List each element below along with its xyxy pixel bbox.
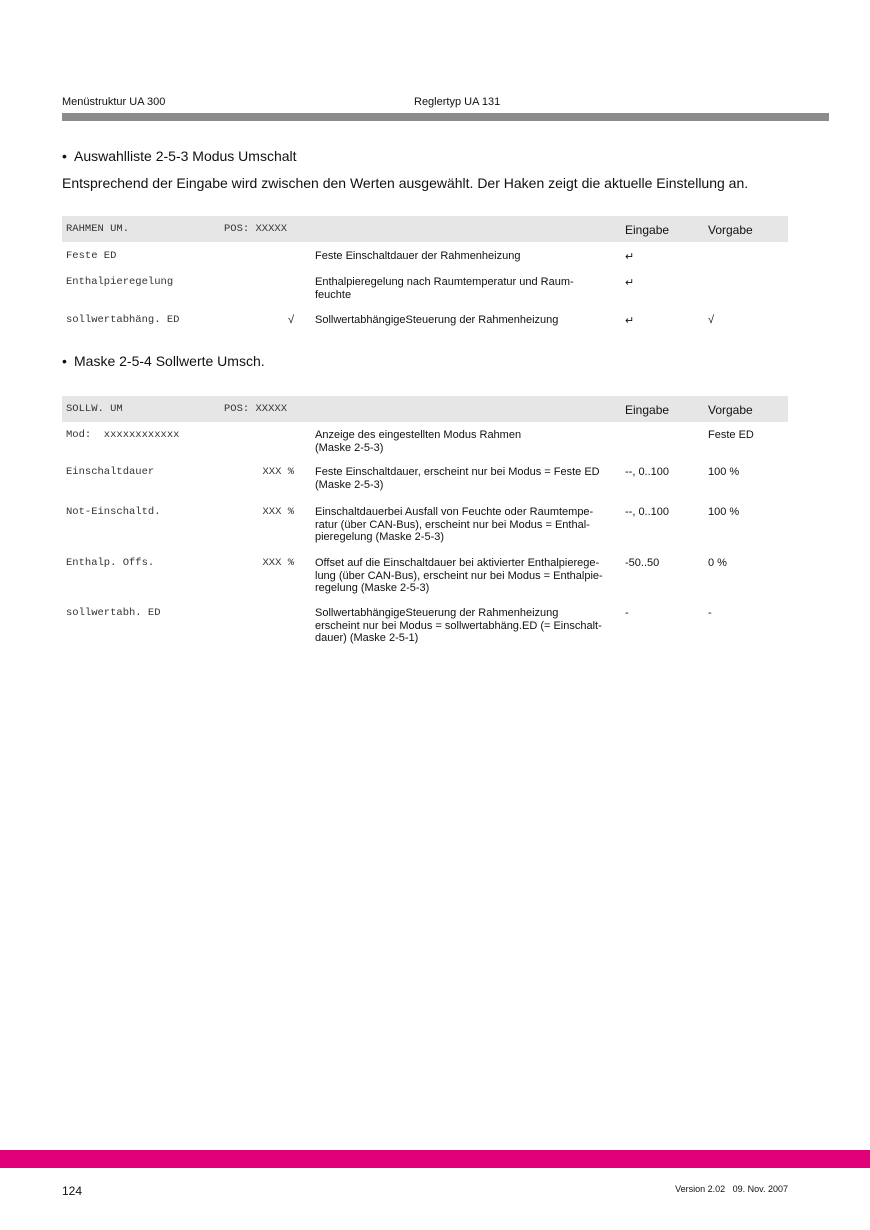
row-name: Not-Einschaltd. bbox=[66, 506, 161, 518]
enter-icon: ↵ bbox=[625, 277, 635, 289]
row-value: XXX % bbox=[262, 557, 294, 569]
column-vorgabe: Vorgabe bbox=[708, 403, 753, 417]
row-description: Feste Einschaltdauer, erscheint nur bei Modus = Feste ED (Maske 2-5-3) bbox=[315, 466, 600, 491]
section2-title: Maske 2-5-4 Sollwerte Umsch. bbox=[74, 353, 265, 369]
table-row bbox=[62, 466, 788, 506]
table-rahmen-um bbox=[62, 216, 788, 334]
row-default: 100 % bbox=[708, 506, 740, 518]
column-eingabe: Eingabe bbox=[625, 223, 670, 237]
row-name: sollwertabh. ED bbox=[66, 607, 161, 619]
row-description: Feste Einschaltdauer der Rahmenheizung bbox=[315, 250, 521, 262]
row-input: - bbox=[625, 607, 629, 619]
row-input: --, 0..100 bbox=[625, 506, 670, 518]
row-default: - bbox=[708, 607, 712, 619]
column-eingabe: Eingabe bbox=[625, 403, 670, 417]
row-description: SollwertabhängigeSteuerung der Rahmenheizung erscheint nur bei Modus = sollwertabhäng.ED (= Einschalt- dauer) (Maske 2-5-1) bbox=[315, 607, 602, 644]
section1-intro: Entsprechend der Eingabe wird zwischen den Werten ausgewählt. Der Haken zeigt die aktuelle Einstellung an. bbox=[62, 175, 749, 191]
row-value: XXX % bbox=[262, 466, 294, 478]
table-row bbox=[62, 250, 788, 276]
table-row bbox=[62, 276, 788, 314]
header-center: Reglertyp UA 131 bbox=[414, 96, 501, 108]
section1-title: Auswahlliste 2-5-3 Modus Umschalt bbox=[74, 148, 297, 164]
row-default: Feste ED bbox=[708, 429, 754, 441]
row-description: Enthalpieregelung nach Raumtemperatur und Raum- feuchte bbox=[315, 276, 574, 301]
table-row bbox=[62, 429, 788, 466]
table-title: SOLLW. UM bbox=[66, 403, 123, 415]
enter-icon: ↵ bbox=[625, 315, 635, 327]
row-input: -50..50 bbox=[625, 557, 660, 569]
header-left: Menüstruktur UA 300 bbox=[62, 96, 166, 108]
row-name: sollwertabhäng. ED bbox=[66, 314, 180, 326]
row-default: 0 % bbox=[708, 557, 727, 569]
table-row bbox=[62, 314, 788, 334]
version-info: Version 2.02 09. Nov. 2007 bbox=[675, 1184, 788, 1194]
page-number: 124 bbox=[62, 1184, 83, 1198]
row-value: XXX % bbox=[262, 506, 294, 518]
check-icon: √ bbox=[287, 314, 294, 326]
header-rule bbox=[62, 113, 829, 121]
table-header bbox=[62, 216, 788, 242]
default-check-icon: √ bbox=[708, 314, 715, 326]
row-name: Mod: xxxxxxxxxxxx bbox=[66, 429, 180, 441]
footer-accent-bar bbox=[0, 1150, 870, 1168]
table-pos: POS: XXXXX bbox=[224, 223, 288, 235]
row-description: SollwertabhängigeSteuerung der Rahmenheizung bbox=[315, 314, 559, 326]
table-pos: POS: XXXXX bbox=[224, 403, 288, 415]
bullet-icon: • bbox=[62, 148, 67, 164]
row-description: Offset auf die Einschaltdauer bei aktivierter Enthalpierege- lung (über CAN-Bus), erscheint nur bei Modus = Enthalpie- regelung (Maske 2-5-3) bbox=[315, 557, 603, 594]
row-description: Anzeige des eingestellten Modus Rahmen (Maske 2-5-3) bbox=[315, 429, 522, 454]
row-default: 100 % bbox=[708, 466, 740, 478]
column-vorgabe: Vorgabe bbox=[708, 223, 753, 237]
row-description: Einschaltdauerbei Ausfall von Feuchte oder Raumtempe- ratur (über CAN-Bus), erscheint nur bei Modus = Enthal- pieregelung (Maske 2-5-3) bbox=[315, 506, 594, 543]
section1-heading bbox=[62, 148, 297, 164]
table-row bbox=[62, 607, 788, 647]
table-title: RAHMEN UM. bbox=[66, 223, 130, 235]
table-sollw-um bbox=[62, 396, 788, 647]
bullet-icon: • bbox=[62, 353, 67, 369]
table-row bbox=[62, 506, 788, 557]
enter-icon: ↵ bbox=[625, 251, 635, 263]
row-name: Feste ED bbox=[66, 250, 117, 262]
row-name: Enthalpieregelung bbox=[66, 276, 174, 288]
table-row bbox=[62, 557, 788, 607]
table-header bbox=[62, 396, 788, 422]
section2-heading bbox=[62, 353, 265, 369]
row-name: Enthalp. Offs. bbox=[66, 557, 155, 569]
row-name: Einschaltdauer bbox=[66, 466, 155, 478]
row-input: --, 0..100 bbox=[625, 466, 670, 478]
